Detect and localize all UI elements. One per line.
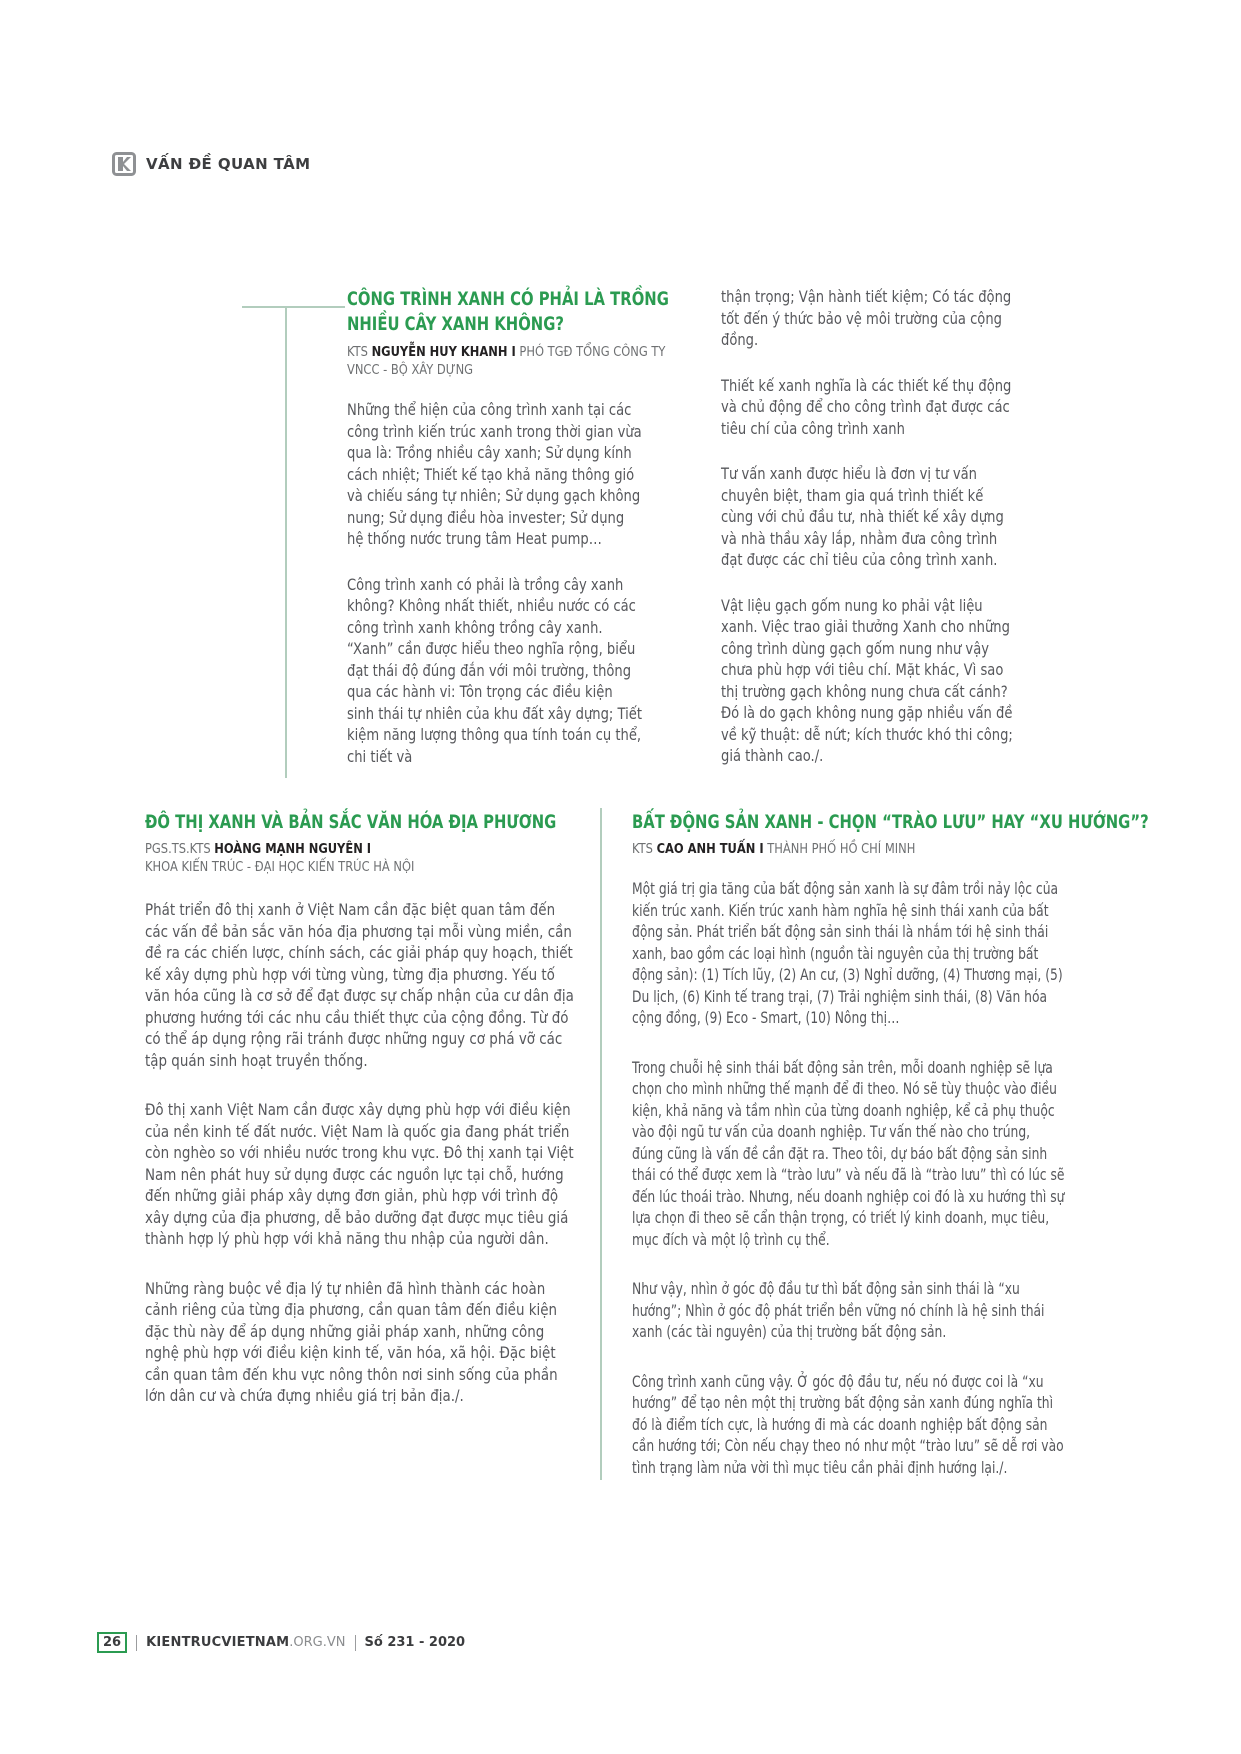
- paragraph: Những thể hiện của công trình xanh tại các công trình kiến trúc xanh trong thời gian vừa qua là: Trồng nhiều cây xanh; Sử dụng kính cách nhiệt; Thiết kế tạo khả năng thông gió và chiếu sáng tự nhiên; Sử dụng gạch không nung; Sử dụng điều hòa invester; Sử dụng hệ thống nước trung tâm Heat pump…: [347, 400, 642, 548]
- paragraph: Phát triển đô thị xanh ở Việt Nam cần đặc biệt quan tâm đến các vấn đề bản sắc văn hóa địa phương tại mỗi vùng miền, cần đề ra các chiến lược, chính sách, các giải pháp quy hoạch, thiết kế xây dựng phù hợp với từng vùng, từng địa phương. Yếu tố văn hóa cũng là cơ sở để đạt được sự chấp nhận của cư dân địa phương hướng tới các nhu cầu thiết thực của cộng đồng. Từ đó có thể áp dụng rộng rãi tránh được những nguy cơ phá vỡ các tập quán sinh hoạt truyền thống.: [145, 900, 574, 1070]
- footer-site: [146, 1635, 345, 1650]
- article1-rule-horizontal: [242, 306, 345, 308]
- article3-body: [632, 878, 1065, 1478]
- article-title-green-building: CÔNG TRÌNH XANH CÓ PHẢI LÀ TRỒNG NHIỀU CÂY XANH KHÔNG?: [347, 288, 669, 335]
- footer-divider: [355, 1635, 356, 1651]
- author-name: NGUYỄN HUY KHANH I: [371, 344, 516, 360]
- byline-line1: [145, 841, 587, 859]
- page-number: 26: [103, 1635, 122, 1650]
- section-header: [112, 152, 311, 176]
- paragraph: thận trọng; Vận hành tiết kiệm; Có tác động tốt đến ý thức bảo vệ môi trường của cộng đồng.: [721, 287, 1012, 349]
- author-affiliation: THÀNH PHỐ HỒ CHÍ MINH: [763, 841, 916, 857]
- magazine-logo-icon: [112, 152, 136, 176]
- site-name: KIENTRUCVIETNAM: [146, 1635, 290, 1650]
- article-byline-real-estate: [632, 841, 1074, 859]
- author-prefix: KTS: [632, 841, 657, 857]
- paragraph: Trong chuỗi hệ sinh thái bất động sản trên, mỗi doanh nghiệp sẽ lựa chọn cho mình những thế mạnh để đi theo. Nó sẽ tùy thuộc vào điều kiện, khả năng và tầm nhìn của từng doanh nghiệp, kể cả phụ thuộc vào đội ngũ tư vấn của doanh nghiệp. Tư vấn thế nào cho trúng, đúng cũng là vấn đề cần đặt ra. Theo tôi, dự báo bất động sản sinh thái có thể được xem là “trào lưu” và nếu đã là “trào lưu” thì có lúc sẽ đến lúc thoái trào. Nhưng, nếu doanh nghiệp coi đó là xu hướng thì sự lựa chọn đi theo sẽ cẩn thận trọng, có triết lý kinh doanh, mục tiêu, mục đích và một lộ trình cụ thể.: [632, 1057, 1065, 1249]
- author-name: CAO ANH TUẤN I: [656, 841, 764, 857]
- page-number-box: [97, 1632, 127, 1653]
- article-byline-green-building: [347, 344, 677, 379]
- paragraph: Những ràng buộc về địa lý tự nhiên đã hình thành các hoàn cảnh riêng của từng địa phương, cần quan tâm đến điều kiện đặc thù này để áp dụng những giải pháp xanh, những công nghệ phù hợp với điều kiện kinh tế, văn hóa, xã hội. Đặc biệt cần quan tâm đến khu vực nông thôn nơi sinh sống của phần lớn dân cư và chứa đựng nhiều giá trị bản địa./.: [145, 1278, 558, 1405]
- page-footer: [97, 1632, 465, 1653]
- paragraph: Một giá trị gia tăng của bất động sản xanh là sự đâm trồi nảy lộc của kiến trúc xanh. Kiến trúc xanh hàm nghĩa hệ sinh thái xanh của bất động sản. Phát triển bất động sản sinh thái là nhắm tới hệ sinh thái xanh, bao gồm các loại hình (nguồn tài nguyên của thị trường bất động sản): (1) Tích lũy, (2) An cư, (3) Nghỉ dưỡng, (4) Thương mại, (5) Du lịch, (6) Kinh tế trang trại, (7) Trải nghiệm sinh thái, (8) Văn hóa cộng đồng, (9) Eco - Smart, (10) Nông thị…: [632, 879, 1063, 1027]
- article1-column-left: [347, 399, 644, 767]
- article-title-real-estate: BẤT ĐỘNG SẢN XANH - CHỌN “TRÀO LƯU” HAY “XU HƯỚNG”?: [632, 811, 1149, 833]
- author-affiliation: KHOA KIẾN TRÚC - ĐẠI HỌC KIẾN TRÚC HÀ NỘI: [145, 858, 415, 875]
- section-label: VẤN ĐỀ QUAN TÂM: [146, 155, 311, 173]
- paragraph: Công trình xanh cũng vậy. Ở góc độ đầu tư, nếu nó được coi là “xu hướng” để tạo nên một thị trường bất động sản xanh đúng nghĩa thì đó là điểm tích cực, là hướng đi mà các doanh nghiệp bất động sản cần hướng tới; Còn nếu chạy theo nó như một “trào lưu” sẽ dễ rơi vào tình trạng làm nửa vời thì mục tiêu cần phải định hướng lại./.: [632, 1371, 1064, 1477]
- article1-rule-vertical: [285, 306, 287, 778]
- author-affiliation: PHÓ TGĐ TỔNG CÔNG TY VNCC - BỘ XÂY DỰNG: [347, 344, 666, 378]
- article1-column-right: [721, 286, 1018, 767]
- paragraph: Vật liệu gạch gốm nung ko phải vật liệu xanh. Việc trao giải thưởng Xanh cho những công trình dùng gạch gốm nung như vậy chưa phù hợp với tiêu chí. Mặt khác, Vì sao thị trường gạch không nung chưa cất cánh? Đó là do gạch không nung gặp nhiều vấn đề về kỹ thuật: dễ nứt; kích thước khó thi công; giá thành cao./.: [721, 595, 1013, 765]
- author-prefix: KTS: [347, 344, 372, 360]
- paragraph: Tư vấn xanh được hiểu là đơn vị tư vấn chuyên biệt, tham gia quá trình thiết kế cùng với chủ đầu tư, nhà thiết kế xây dựng và nhà thầu xây lắp, nhằm đưa công trình đạt được các chỉ tiêu của công trình xanh.: [721, 464, 1004, 569]
- issue-label: Số 231 - 2020: [364, 1635, 466, 1650]
- site-domain: .ORG.VN: [289, 1635, 346, 1650]
- article-byline-green-city: [145, 841, 587, 876]
- paragraph: Thiết kế xanh nghĩa là các thiết kế thụ động và chủ động để cho công trình đạt được các tiêu chí của công trình xanh: [721, 375, 1012, 438]
- paragraph: Như vậy, nhìn ở góc độ đầu tư thì bất động sản sinh thái là “xu hướng”; Nhìn ở góc độ phát triển bền vững nó chính là hệ sinh thái xanh (các tài nguyên) của thị trường bất động sản.: [632, 1279, 1045, 1341]
- article2-body: [145, 899, 575, 1407]
- article3-rule-vertical: [600, 808, 602, 1480]
- paragraph: Công trình xanh có phải là trồng cây xanh không? Không nhất thiết, nhiều nước có các công trình xanh không trồng cây xanh. “Xanh” cần được hiểu theo nghĩa rộng, biểu đạt thái độ đúng đắn với môi trường, thông qua các hành vi: Tôn trọng các điều kiện sinh thái tự nhiên của khu đất xây dựng; Tiết kiệm năng lượng thông qua tính toán cụ thể, chi tiết và: [347, 574, 642, 766]
- article-title-green-city: ĐÔ THỊ XANH VÀ BẢN SẮC VĂN HÓA ĐỊA PHƯƠNG: [145, 811, 557, 833]
- author-name: HOÀNG MẠNH NGUYÊN I: [214, 841, 372, 857]
- footer-divider: [136, 1635, 137, 1651]
- paragraph: Đô thị xanh Việt Nam cần được xây dựng phù hợp với điều kiện của nền kinh tế đất nước. Việt Nam là quốc gia đang phát triển còn nghèo so với nhiều nước trong khu vực. Đô thị xanh tại Việt Nam nên phát huy sử dụng được các nguồn lực tại chỗ, hướng đến những giải pháp xây dựng đơn giản, phù hợp với trình độ xây dựng của địa phương, dễ bảo dưỡng đạt được mục tiêu giá thành hợp lý phù hợp với khả năng thu nhập của người dân.: [145, 1100, 574, 1248]
- author-prefix: PGS.TS.KTS: [145, 841, 215, 857]
